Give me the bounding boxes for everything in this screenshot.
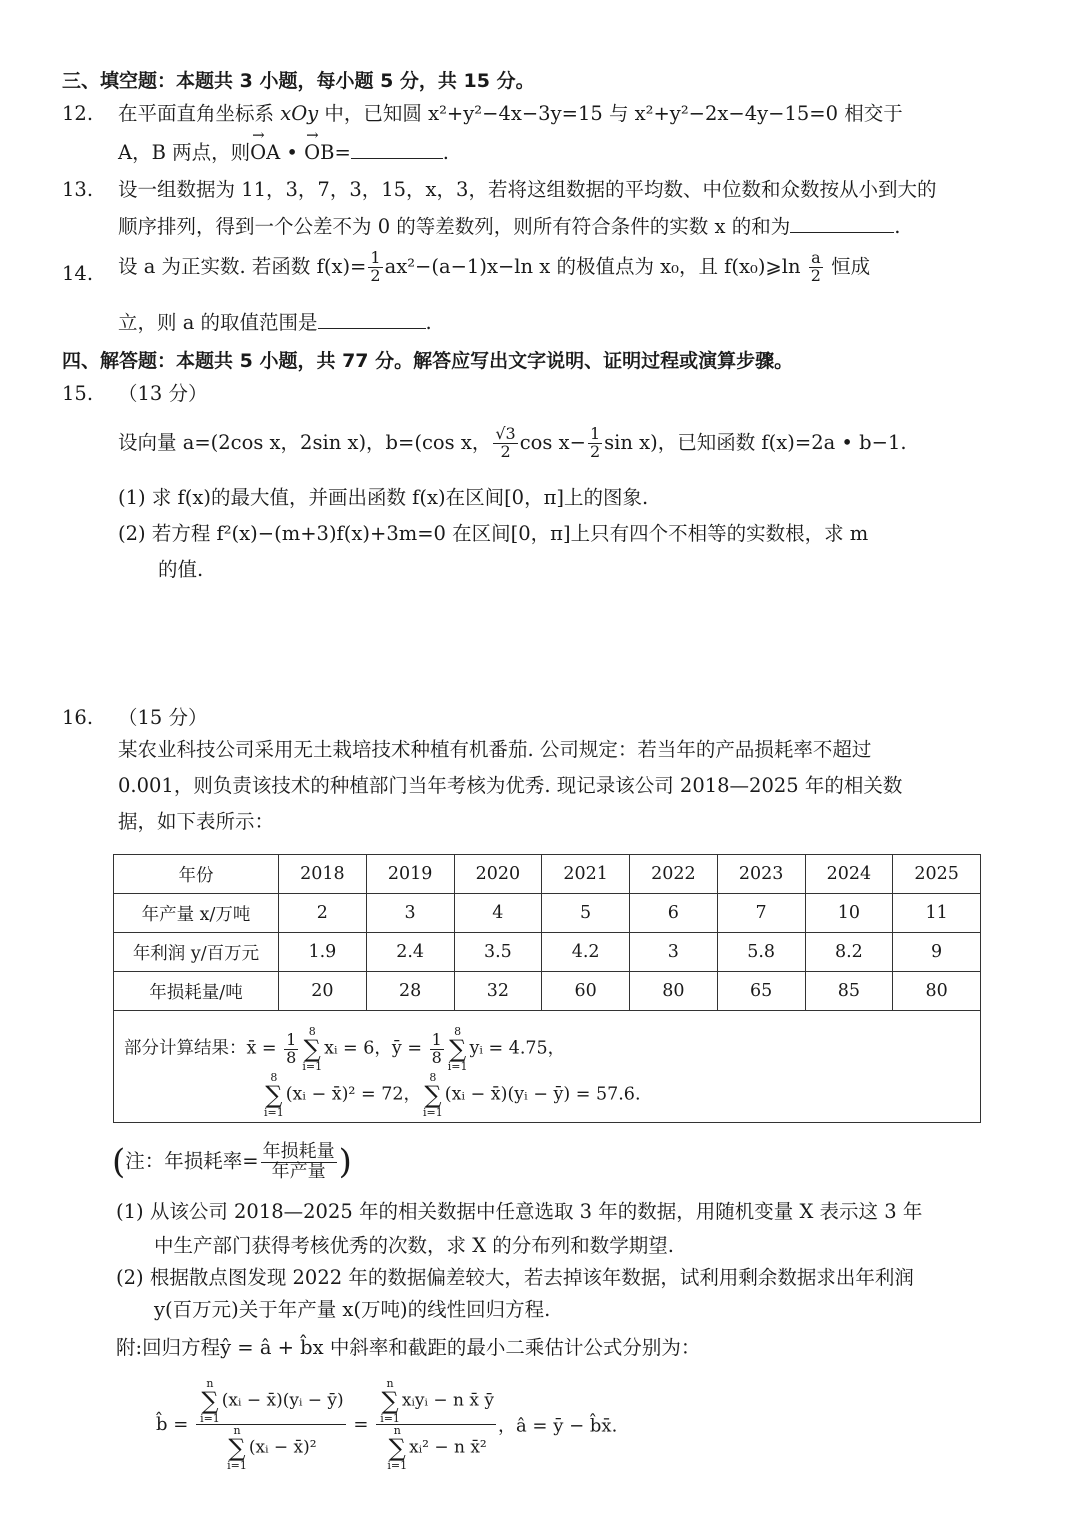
frac-num: 1 — [370, 248, 381, 267]
frac-num — [376, 1378, 496, 1425]
q14-period: . — [425, 311, 432, 334]
answer-blank-q14[interactable] — [318, 310, 426, 329]
answer-blank-q12[interactable] — [351, 140, 443, 159]
q16-part1-line1: (1) 从该公司 2018—2025 年的相关数据中任意选取 3 年的数据，用随机变量 X 表示这 3 年 — [116, 1200, 923, 1223]
q13-line2-text: 顺序排列，得到一个公差不为 0 的等差数列，则所有符合条件的实数 x 的和为 — [118, 215, 791, 238]
q14-text-b: ax²−(a−1)x−ln x 的极值点为 x₀，且 f(x₀)⩾ln — [384, 254, 807, 278]
table-cell: 5.8 — [717, 933, 805, 972]
frac-den: 年产量 — [271, 1160, 326, 1182]
sigma-icon: ∑ — [201, 1387, 219, 1415]
frac-num: 1 — [286, 1029, 297, 1049]
summation-symbol — [200, 1378, 220, 1424]
frac-num: 1 — [589, 424, 601, 443]
calc-label: 部分计算结果： — [124, 1038, 247, 1059]
frac-den: 8 — [431, 1047, 442, 1067]
calculation-box — [113, 1008, 981, 1123]
table-cell: 80 — [630, 972, 718, 1011]
section3-title: 三、填空题：本题共 3 小题，每小题 5 分，共 15 分。 — [62, 70, 535, 92]
summation-symbol — [264, 1072, 284, 1118]
frac-num: 1 — [431, 1029, 442, 1049]
q13-number: 13. — [62, 178, 94, 201]
table-cell: 11 — [893, 894, 981, 933]
data-table — [113, 854, 981, 1011]
table-cell: 2020 — [454, 855, 542, 894]
regression-formula — [156, 1378, 617, 1471]
q12-period: . — [442, 141, 449, 164]
fraction-sxy-over-sxx — [196, 1378, 346, 1471]
table-cell: 65 — [717, 972, 805, 1011]
section4-title: 四、解答题：本题共 5 小题，共 77 分。解答应写出文字说明、证明过程或演算步骤。 — [62, 350, 794, 372]
table-row — [114, 894, 981, 933]
sum-lower: i=1 — [302, 1060, 323, 1073]
answer-blank-q13[interactable] — [790, 214, 894, 233]
frac-den: 2 — [370, 265, 381, 285]
q16-appendix: 附:回归方程ŷ = â + b̂x 中斜率和截距的最小二乘估计公式分别为： — [116, 1336, 701, 1359]
table-cell: 20 — [279, 972, 367, 1011]
calc-line2 — [262, 1072, 641, 1118]
sum-lower: i=1 — [387, 1459, 408, 1472]
frac-num: √3 — [495, 424, 516, 443]
fraction-sqrt3-over-2 — [493, 426, 517, 461]
q16-intro1: 某农业科技公司采用无土栽培技术种植有机番茄. 公司规定：若当年的产品损耗率不超过 — [118, 738, 872, 761]
calc-ysum: yᵢ = 4.75， — [469, 1038, 566, 1059]
sum-lower: i=1 — [200, 1412, 220, 1425]
q13-period: . — [894, 215, 901, 238]
table-cell: 5 — [542, 894, 630, 933]
q14-text-c: 恒成 — [824, 254, 871, 278]
q16-part1-line2: 中生产部门获得考核优秀的次数，求 X 的分布列和数学期望. — [154, 1234, 674, 1257]
calc-sxy: (xᵢ − x̄)(yᵢ − ȳ) = 57.6. — [444, 1084, 641, 1105]
table-cell: 年损耗量/吨 — [114, 972, 279, 1011]
sum-upper: n — [393, 1424, 401, 1437]
sigma-icon: ∑ — [424, 1081, 442, 1109]
note-text: 注：年损耗率= — [125, 1149, 259, 1173]
frac-den: 2 — [589, 441, 601, 461]
calc-xsum: xᵢ = 6，ȳ = — [324, 1038, 428, 1059]
table-cell: 3.5 — [454, 933, 542, 972]
fraction-loss-rate — [261, 1140, 337, 1182]
table-cell: 4 — [454, 894, 542, 933]
q12-text-a: 在平面直角坐标系 — [118, 102, 281, 125]
table-cell: 年份 — [114, 855, 279, 894]
table-cell: 32 — [454, 972, 542, 1011]
table-cell: 60 — [542, 972, 630, 1011]
table-cell: 2.4 — [366, 933, 454, 972]
table-cell: 年利润 y/百万元 — [114, 933, 279, 972]
table-cell: 2025 — [893, 855, 981, 894]
q14-text-a: 设 a 为正实数. 若函数 f(x)= — [118, 254, 367, 278]
sigma-icon: ∑ — [449, 1035, 467, 1063]
q12-xoy: xOy — [280, 102, 319, 125]
sum-upper: n — [233, 1424, 241, 1437]
right-paren: ) — [338, 1142, 352, 1182]
frac-den — [196, 1425, 346, 1471]
q16-part2-line2: y(百万元)关于年产量 x(万吨)的线性回归方程. — [154, 1298, 551, 1321]
sum-lower: i=1 — [380, 1412, 400, 1425]
sum-upper: 8 — [454, 1025, 462, 1038]
sum-upper: 8 — [270, 1071, 278, 1084]
q12-line2-text: A，B 两点，则 — [118, 141, 251, 164]
q15-text-c: sin x)，已知函数 f(x)=2a • b−1. — [604, 430, 907, 454]
q15-part1: (1) 求 f(x)的最大值，并画出函数 f(x)在区间[0，π]上的图象. — [118, 486, 649, 509]
table-cell: 2023 — [717, 855, 805, 894]
sum-upper: 8 — [429, 1071, 437, 1084]
calc-sxx: (xᵢ − x̄)² = 72， — [285, 1084, 422, 1105]
denominator-text: xᵢ² − n x̄² — [409, 1437, 487, 1458]
summation-symbol — [387, 1425, 407, 1471]
q12-line2 — [118, 140, 449, 164]
q15-text-b: cos x− — [519, 430, 586, 454]
summation-symbol — [423, 1072, 443, 1118]
loss-rate-note — [112, 1142, 352, 1182]
q12-text-c: 中，已知圆 x²+y²−4x−3y=15 与 x²+y²−2x−4y−15=0 相交于 — [318, 102, 903, 125]
table-cell: 80 — [893, 972, 981, 1011]
table-cell: 9 — [893, 933, 981, 972]
q12-number: 12. — [62, 102, 94, 125]
equals: = — [347, 1414, 375, 1435]
table-cell: 1.9 — [279, 933, 367, 972]
sum-upper: 8 — [308, 1025, 316, 1038]
q16-intro3: 据，如下表所示： — [118, 810, 275, 833]
q15-text-a: 设向量 a=(2cos x，2sin x)，b=(cos x， — [118, 430, 492, 454]
b-hat: b̂ = — [156, 1414, 195, 1435]
vector-ob: OB → — [304, 141, 334, 164]
sum-upper: n — [206, 1377, 214, 1390]
fraction-a-over-2 — [809, 250, 823, 285]
sum-lower: i=1 — [227, 1459, 247, 1472]
vector-oa: OA → — [250, 141, 280, 164]
sum-lower: i=1 — [423, 1106, 443, 1119]
fraction-one-eighth — [430, 1029, 444, 1067]
summation-symbol — [302, 1026, 322, 1072]
q16-score: （15 分） — [118, 706, 208, 729]
table-cell: 28 — [366, 972, 454, 1011]
dot-operator: • — [280, 141, 305, 164]
sigma-icon: ∑ — [265, 1081, 283, 1109]
frac-num: a — [809, 250, 823, 268]
frac-den: 2 — [500, 441, 511, 461]
q16-number: 16. — [62, 706, 94, 729]
q16-part2-line1: (2) 根据散点图发现 2022 年的数据偏差较大，若去掉该年数据，试利用剩余数据求出年利润 — [116, 1266, 914, 1289]
q15-part2-line2: 的值. — [158, 558, 204, 581]
q14-line1 — [118, 250, 870, 285]
fraction-one-eighth — [284, 1029, 298, 1067]
q14-number: 14. — [62, 262, 94, 285]
summation-symbol — [227, 1425, 247, 1471]
denominator-text: (xᵢ − x̄)² — [248, 1437, 317, 1458]
table-cell: 3 — [630, 933, 718, 972]
table-cell: 年产量 x/万吨 — [114, 894, 279, 933]
numerator-text: xᵢyᵢ − n x̄ ȳ — [401, 1390, 494, 1411]
summation-symbol — [380, 1378, 400, 1424]
q12-equals: = — [334, 141, 351, 164]
q13-line2 — [118, 214, 900, 238]
q14-line2 — [118, 310, 432, 334]
summation-symbol — [448, 1026, 468, 1072]
q15-line1 — [118, 426, 907, 461]
table-header-row — [114, 855, 981, 894]
q15-number: 15. — [62, 382, 94, 405]
sigma-icon: ∑ — [303, 1035, 321, 1063]
table-cell: 2021 — [542, 855, 630, 894]
fraction-half — [368, 250, 382, 285]
left-paren: ( — [112, 1142, 126, 1182]
frac-den — [376, 1425, 496, 1471]
frac-den: 8 — [286, 1047, 297, 1067]
sum-lower: i=1 — [447, 1060, 468, 1073]
table-cell: 7 — [717, 894, 805, 933]
table-cell: 6 — [630, 894, 718, 933]
table-cell: 2019 — [366, 855, 454, 894]
a-hat: ，â = ȳ − b̂x̄. — [497, 1415, 618, 1437]
q14-line2-text: 立，则 a 的取值范围是 — [118, 311, 318, 334]
table-cell: 8.2 — [805, 933, 893, 972]
fraction-computational — [376, 1378, 496, 1471]
sigma-icon: ∑ — [381, 1387, 399, 1415]
frac-num: 年损耗量 — [262, 1140, 335, 1162]
calc-xbar: x̄ = — [246, 1038, 283, 1059]
q13-line1: 设一组数据为 11，3，7，3，15，x，3，若将这组数据的平均数、中位数和众数按从小到大的 — [118, 178, 937, 201]
sigma-icon: ∑ — [388, 1434, 406, 1462]
table-cell: 2018 — [279, 855, 367, 894]
q12-line1 — [118, 102, 903, 125]
table-cell: 2022 — [630, 855, 718, 894]
table-cell: 2 — [279, 894, 367, 933]
table-cell: 4.2 — [542, 933, 630, 972]
sum-lower: i=1 — [264, 1106, 284, 1119]
table-cell: 3 — [366, 894, 454, 933]
fraction-half — [588, 426, 602, 461]
table-row — [114, 972, 981, 1011]
frac-num — [196, 1378, 346, 1425]
q15-score: （13 分） — [118, 382, 208, 405]
table-cell: 85 — [805, 972, 893, 1011]
table-cell: 2024 — [805, 855, 893, 894]
q16-intro2: 0.001，则负责该技术的种植部门当年考核为优秀. 现记录该公司 2018—2025 年的相关数 — [118, 774, 903, 797]
numerator-text: (xᵢ − x̄)(yᵢ − ȳ) — [221, 1390, 344, 1411]
sigma-icon: ∑ — [228, 1434, 246, 1462]
q15-part2-line1: (2) 若方程 f²(x)−(m+3)f(x)+3m=0 在区间[0，π]上只有四个不相等的实数根，求 m — [118, 522, 869, 545]
table-row — [114, 933, 981, 972]
table-cell: 10 — [805, 894, 893, 933]
frac-den: 2 — [810, 265, 821, 285]
sum-upper: n — [386, 1377, 394, 1390]
calc-line1 — [124, 1026, 565, 1072]
